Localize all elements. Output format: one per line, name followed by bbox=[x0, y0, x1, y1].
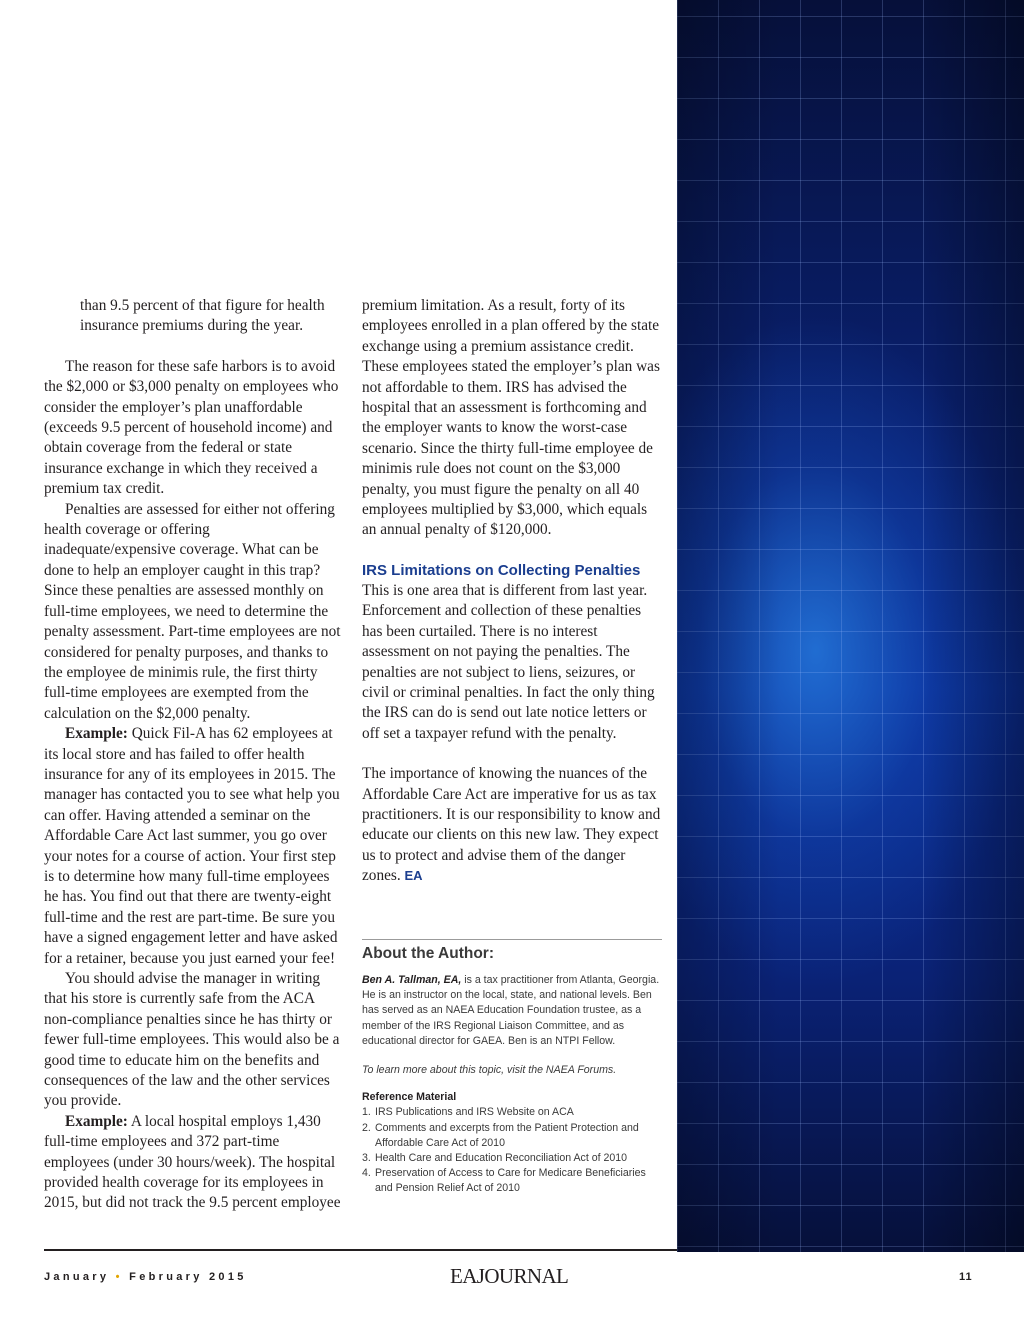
paragraph-example-2 bbox=[44, 1112, 344, 1214]
left-column bbox=[44, 296, 344, 1214]
about-divider bbox=[362, 939, 662, 940]
panel-shade bbox=[677, 0, 1024, 1252]
about-title: About the Author: bbox=[362, 945, 494, 962]
paragraph-example-1 bbox=[44, 724, 344, 969]
journal-logo: EAJOURNAL bbox=[450, 1264, 569, 1288]
section-heading: IRS Limitations on Collecting Penalties bbox=[362, 561, 641, 579]
paragraph-continuation: than 9.5 percent of that figure for health insurance premiums during the year. bbox=[80, 297, 325, 335]
paragraph-premium-limitation: premium limitation. As a result, forty of its employees enrolled in a plan offered by the state exchange using a premium assistance credit. These employees stated the employer’s plan was not affordable to them. IRS has advised the hospital that an assessment is forthcoming and the employer wants to know the worst-case scenario. Since the thirty full-time employee de minimis rule does not count on the $3,000 penalty, you must figure the penalty on all 40 employees multiplied by $3,000, which equals an annual penalty of $120,000. bbox=[362, 297, 660, 539]
author-name: Ben A. Tallman, EA, bbox=[362, 974, 462, 986]
example-label: Example: bbox=[65, 725, 128, 743]
footer-rule bbox=[44, 1249, 677, 1251]
issue-date: January • February 2015 bbox=[44, 1271, 247, 1283]
forum-note: To learn more about this topic, visit the NAEA Forums. bbox=[362, 1064, 617, 1077]
reference-list bbox=[362, 1105, 662, 1196]
example-1-text: Quick Fil-A has 62 employees at its local store and has failed to offer health insurance for any of its employees in 2015. The manager has contacted you to see what help you can offer. Having attended a seminar on the Affordable Care Act last summer, you go over your notes for a course of action. Your first step is to determine how many full-time employees he has. You find out that there are twenty-eight full-time and the rest are part-time. Be sure you have a signed engagement letter and have asked for a retainer, because you just earned your fee! bbox=[44, 725, 340, 967]
author-bio-text: is a tax practitioner from Atlanta, Georgia. He is an instructor on the local, state, and national levels. Ben has served as an NAEA Education Foundation trustee, as a member of the IRS Regional Liaison Committee, and as educational director for GAEA. Ben is an NTPI Fellow. bbox=[362, 974, 660, 1047]
paragraph-advise-manager: You should advise the manager in writing that his store is currently safe from the ACA non-compliance penalties since he has thirty or fewer full-time employees. This would also be a good time to educate him on the benefits and consequences of the law and the other services you provide. bbox=[44, 970, 340, 1110]
paragraph-safe-harbors: The reason for these safe harbors is to avoid the $2,000 or $3,000 penalty on employees who consider the employer’s plan unaffordable (exceeds 9.5 percent of household income) and obtain coverage from the federal or state insurance exchange in which they received a premium tax credit. bbox=[44, 357, 339, 498]
reference-item: 2. Comments and excerpts from the Patient Protection and Affordable Care Act of 2010 bbox=[362, 1121, 639, 1149]
page-number: 11 bbox=[959, 1271, 973, 1283]
example-label: Example: bbox=[65, 1112, 128, 1130]
conclusion-text: The importance of knowing the nuances of the Affordable Care Act are imperative for us as tax practitioners. It is our responsibility to know and educate our clients on this new law. They expect us to protect and advise them of the danger zones. bbox=[362, 765, 661, 885]
paragraph-irs-limitations: This is one area that is different from last year. Enforcement and collection of these penalties has been curtailed. There is no interest assessment on not paying the penalties. The penalties are not subject to liens, seizures, or civil or criminal penalties. In fact the only thing the IRS can do is send out late notice letters or off set a taxpayer refund with the penalty. bbox=[362, 581, 655, 742]
paragraph-penalties: Penalties are assessed for either not offering health coverage or offering inadequate/expensive coverage. What can be done to help an employer caught in this trap? Since these penalties are assessed monthly on full-time employees, we need to determine the penalty assessment. Part-time employees are not considered for penalty purposes, and thanks to the employee de minimis rule, the first thirty full-time employees are exempted from the calculation on the $2,000 penalty. bbox=[44, 500, 341, 722]
paragraph-conclusion bbox=[362, 764, 662, 886]
reference-item: 1. IRS Publications and IRS Website on ACA bbox=[362, 1106, 574, 1119]
end-mark: EA bbox=[404, 868, 423, 884]
reference-title: Reference Material bbox=[362, 1091, 457, 1104]
reference-item: 3. Health Care and Education Reconciliation Act of 2010 bbox=[362, 1152, 628, 1165]
reference-item: 4. Preservation of Access to Care for Medicare Beneficiaries and Pension Relief Act of 2010 bbox=[362, 1167, 646, 1195]
middle-column bbox=[362, 296, 662, 887]
decorative-grid-panel bbox=[677, 0, 1024, 1252]
about-author-box bbox=[362, 939, 662, 1197]
example-2-text: A local hospital employs 1,430 full-time employees and 372 part-time employees (under 30 hours/week). The hospital provided health coverage for its employees in 2015, but did not track the 9.5 percent employee bbox=[44, 1112, 341, 1212]
author-bio bbox=[362, 973, 662, 1049]
